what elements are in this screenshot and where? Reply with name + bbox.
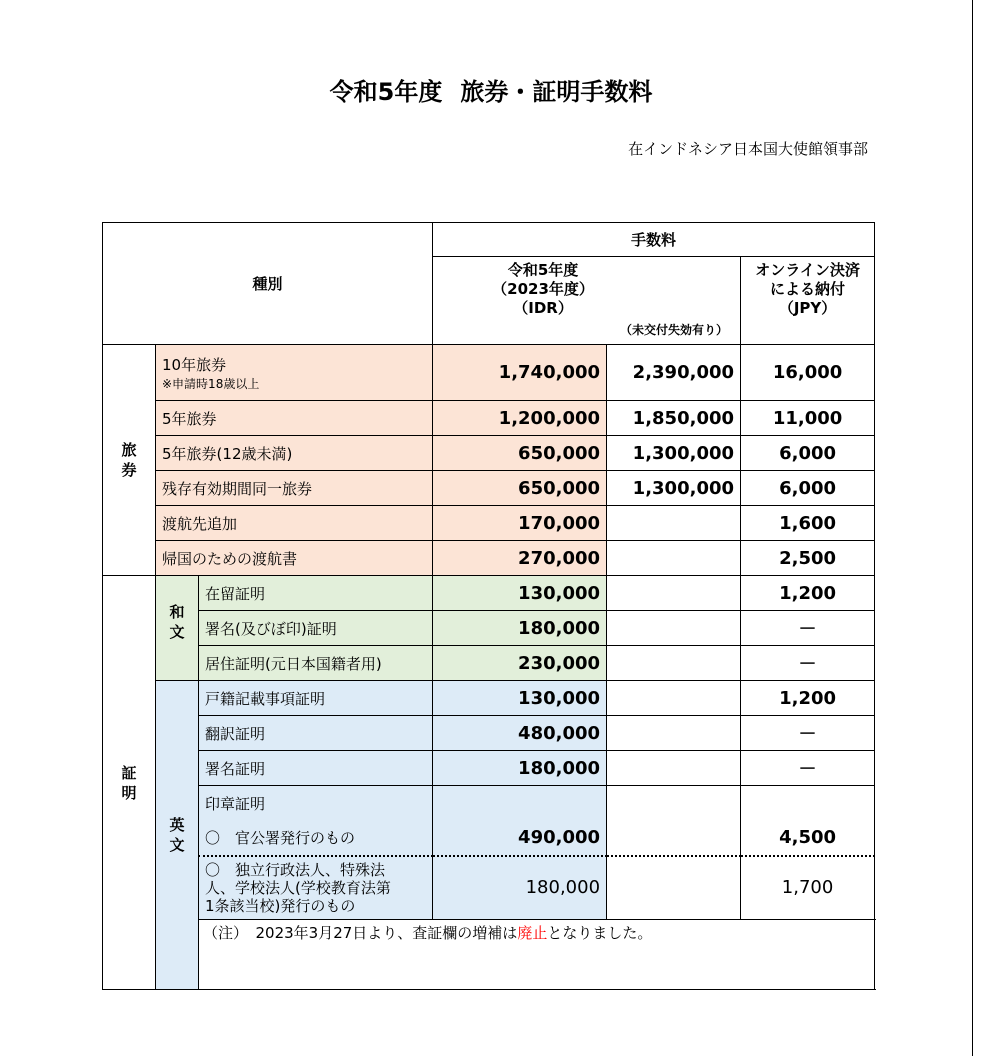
table-row-label: 居住証明(元日本国籍者用) bbox=[199, 646, 433, 681]
fee-jpy: 2,500 bbox=[741, 541, 875, 576]
fee-idr-lost: 1,300,000 bbox=[607, 436, 741, 471]
idr-lost-note: （未交付失効有り） bbox=[620, 323, 729, 337]
idr-header-line1: 令和5年度 bbox=[507, 261, 579, 279]
idr-header bbox=[433, 257, 741, 345]
title-year: 令和5年度 bbox=[329, 78, 443, 106]
fee-idr: 180,000 bbox=[433, 751, 607, 786]
note-cell bbox=[199, 920, 875, 990]
fee-idr-lost: 2,390,000 bbox=[607, 345, 741, 401]
fee-idr: 170,000 bbox=[433, 506, 607, 541]
fee-jpy: 6,000 bbox=[741, 436, 875, 471]
fee-table bbox=[102, 222, 875, 990]
fee-jpy: 6,000 bbox=[741, 471, 875, 506]
title-main: 旅券・証明手数料 bbox=[460, 78, 653, 106]
issuer-name: 在インドネシア日本国大使館領事部 bbox=[628, 140, 868, 158]
type-header: 種別 bbox=[103, 223, 433, 345]
fee-idr-lost bbox=[607, 751, 741, 786]
seal-cert-label: 印章証明 bbox=[199, 786, 433, 821]
fee-jpy: 11,000 bbox=[741, 401, 875, 436]
fee-jpy: 1,700 bbox=[741, 856, 875, 920]
table-row-label: 5年旅券(12歳未満) bbox=[156, 436, 433, 471]
fee-jpy: － bbox=[741, 611, 875, 646]
idr-header-line2: （2023年度） bbox=[492, 280, 594, 298]
fee-idr-lost bbox=[607, 821, 741, 856]
page-title bbox=[0, 72, 982, 107]
fee-idr-lost bbox=[607, 541, 741, 576]
fee-idr-lost bbox=[607, 611, 741, 646]
page-edge-line bbox=[972, 0, 973, 1056]
fee-idr-lost: 1,850,000 bbox=[607, 401, 741, 436]
table-row-label: 在留証明 bbox=[199, 576, 433, 611]
table-row-label: 署名証明 bbox=[199, 751, 433, 786]
table-row-label: 翻訳証明 bbox=[199, 716, 433, 751]
jpy-header bbox=[741, 257, 875, 345]
fee-jpy: 1,200 bbox=[741, 576, 875, 611]
fee-jpy: － bbox=[741, 751, 875, 786]
group-certificate: 証 明 bbox=[103, 576, 156, 990]
fee-idr: 230,000 bbox=[433, 646, 607, 681]
group-japanese: 和 文 bbox=[156, 576, 199, 681]
note-text: （注） 2023年3月27日より、査証欄の増補は bbox=[203, 924, 518, 942]
jpy-header-line1: オンライン決済 bbox=[755, 261, 860, 279]
fee-idr-lost bbox=[607, 646, 741, 681]
fee-idr: 180,000 bbox=[433, 611, 607, 646]
idr-header-line3: （IDR） bbox=[513, 299, 573, 317]
fee-idr-lost bbox=[607, 576, 741, 611]
fee-jpy: － bbox=[741, 716, 875, 751]
fee-idr-lost bbox=[607, 716, 741, 751]
jpy-header-line3: （JPY） bbox=[778, 299, 837, 317]
jpy-header-line2: による納付 bbox=[770, 280, 846, 298]
note-highlight: 廃止 bbox=[517, 924, 548, 942]
group-passport: 旅 券 bbox=[103, 345, 156, 576]
fee-idr-lost bbox=[607, 681, 741, 716]
table-row-label: 5年旅券 bbox=[156, 401, 433, 436]
table-row-label: 戸籍記載事項証明 bbox=[199, 681, 433, 716]
fee-jpy: 1,200 bbox=[741, 681, 875, 716]
fee-jpy: 16,000 bbox=[741, 345, 875, 401]
table-row-label: 渡航先追加 bbox=[156, 506, 433, 541]
seal-cert-lost-blank bbox=[607, 786, 741, 821]
group-english: 英 文 bbox=[156, 681, 199, 990]
fee-idr: 1,200,000 bbox=[433, 401, 607, 436]
fee-idr: 130,000 bbox=[433, 681, 607, 716]
note-suffix: となりました。 bbox=[547, 924, 653, 942]
fee-idr: 130,000 bbox=[433, 576, 607, 611]
seal-cert-idr-blank bbox=[433, 786, 607, 821]
fee-idr-lost bbox=[607, 506, 741, 541]
table-row-label: 〇 官公署発行のもの bbox=[199, 821, 433, 856]
fee-jpy: － bbox=[741, 646, 875, 681]
fee-jpy: 4,500 bbox=[741, 821, 875, 856]
table-row-label: 〇 独立行政法人、特殊法 人、学校法人(学校教育法第 1条該当校)発行のもの bbox=[199, 856, 433, 920]
fee-idr: 490,000 bbox=[433, 821, 607, 856]
fee-header: 手数料 bbox=[433, 223, 875, 257]
fee-idr: 1,740,000 bbox=[433, 345, 607, 401]
fee-jpy: 1,600 bbox=[741, 506, 875, 541]
fee-idr-lost: 1,300,000 bbox=[607, 471, 741, 506]
fee-idr: 650,000 bbox=[433, 471, 607, 506]
table-row-label: 10年旅券 ※申請時18歳以上 bbox=[156, 345, 433, 401]
fee-idr: 180,000 bbox=[433, 856, 607, 920]
fee-idr-lost bbox=[607, 856, 741, 920]
seal-cert-jpy-blank bbox=[741, 786, 875, 821]
fee-idr: 480,000 bbox=[433, 716, 607, 751]
table-row-label: 残存有効期間同一旅券 bbox=[156, 471, 433, 506]
fee-idr: 650,000 bbox=[433, 436, 607, 471]
fee-idr: 270,000 bbox=[433, 541, 607, 576]
table-row-label: 帰国のための渡航書 bbox=[156, 541, 433, 576]
table-row-label: 署名(及びぼ印)証明 bbox=[199, 611, 433, 646]
